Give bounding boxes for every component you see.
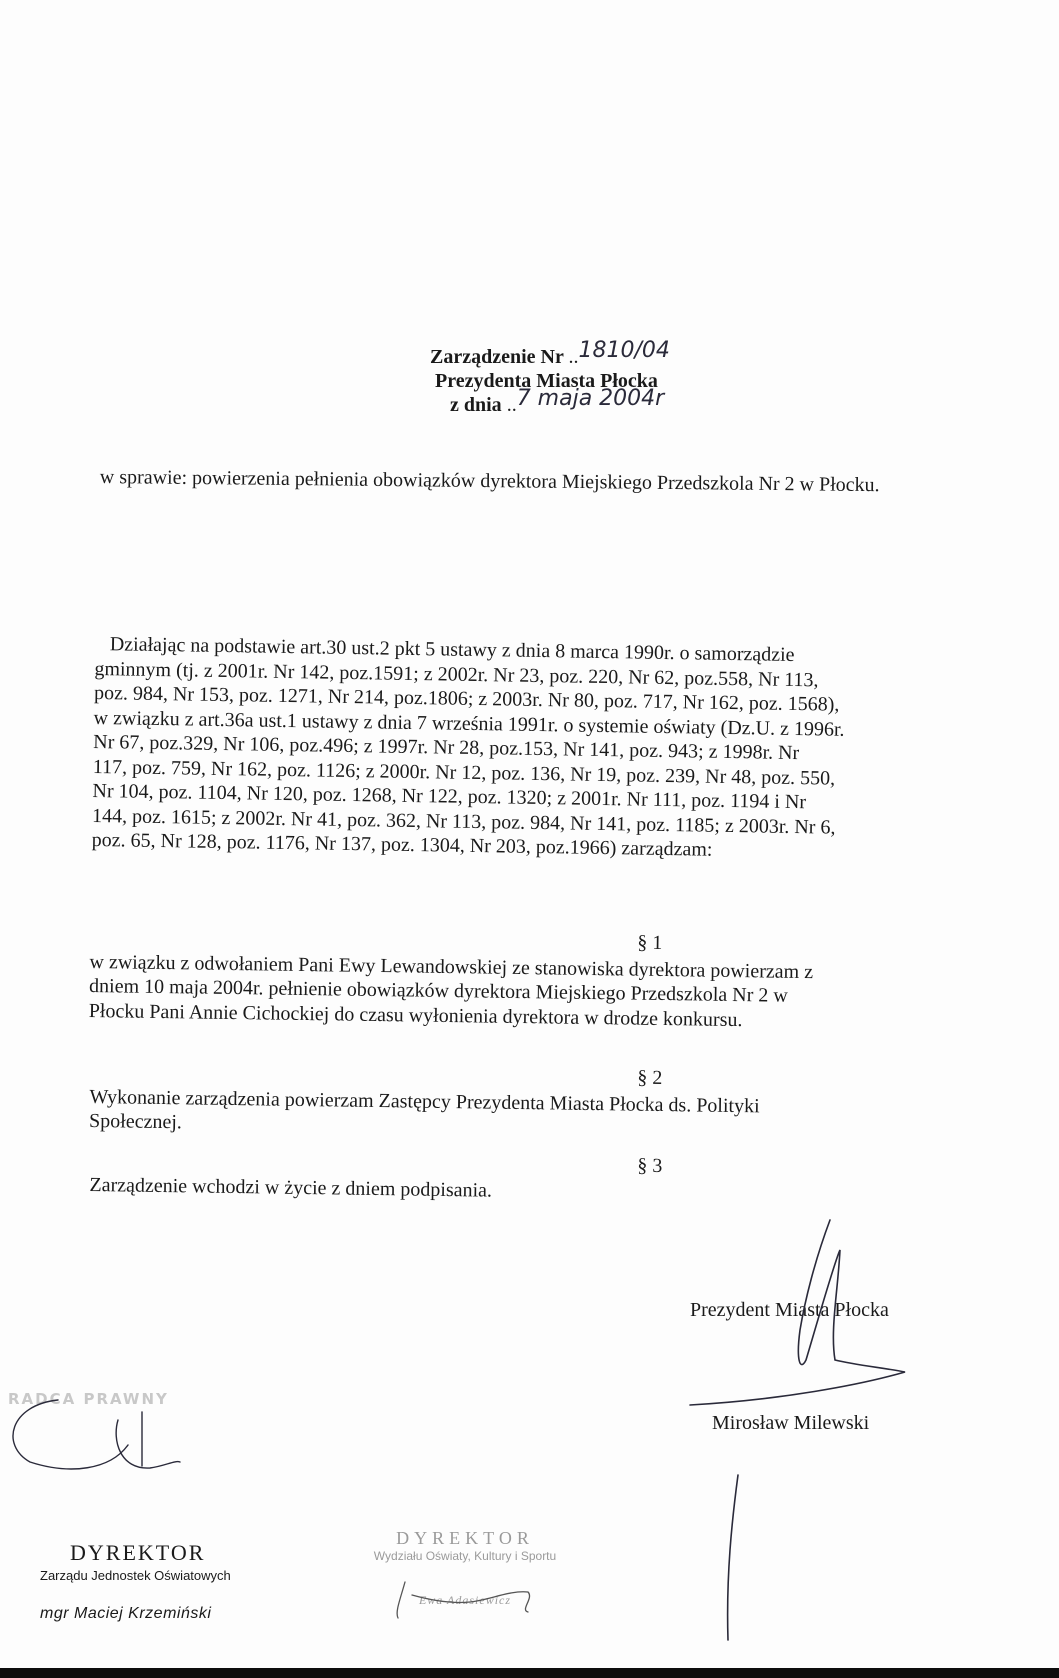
director-stamp-middle <box>320 1528 610 1608</box>
section-mark: § 3 <box>637 1154 663 1177</box>
section-line: dniem 10 maja 2004r. pełnienie obowiązków dyrektora Miejskiego Przedszkola Nr 2 w <box>88 974 788 1007</box>
section-1 <box>89 923 1030 1036</box>
subject-paragraph: w sprawie: powierzenia pełnienia obowiązków dyrektora Miejskiego Przedszkola Nr 2 w Płocku. <box>99 465 880 497</box>
legal-basis-line: gminnym (tj. z 2001r. Nr 142, poz.1591; z 2002r. Nr 23, poz. 220, Nr 62, poz.558, Nr 113, <box>94 657 819 691</box>
issuer-line: Prezydenta Miasta Płocka <box>435 370 658 392</box>
scan-bottom-edge <box>0 1668 1059 1678</box>
stamp-name: Ewa Adasiewicz <box>418 1593 512 1607</box>
date-handwritten: 7 maja 2004r <box>516 386 665 411</box>
order-label: Zarządzenie Nr <box>430 346 564 368</box>
section-line: Wykonanie zarządzenia powierzam Zastępcy Prezydenta Miasta Płocka ds. Polityki <box>89 1085 760 1117</box>
legal-basis-paragraph <box>92 632 1030 867</box>
order-number-line <box>430 338 830 369</box>
date-dots: .. <box>506 394 517 416</box>
date-label: z dnia <box>450 394 502 416</box>
stamp-name: mgr Maciej Krzemiński <box>40 1605 212 1622</box>
legal-basis-line: Nr 104, poz. 1104, Nr 120, poz. 1268, Nr 122, poz. 1320; z 2001r. Nr 111, poz. 1194 i Nr <box>92 779 807 814</box>
stamp-title: DYREKTOR <box>70 1540 206 1565</box>
legal-counsel-stamp: RADCA PRAWNY <box>8 1390 169 1408</box>
section-line: Zarządzenie wchodzi w życie z dniem podpisania. <box>89 1173 493 1202</box>
legal-basis-line: poz. 65, Nr 128, poz. 1176, Nr 137, poz. 1304, Nr 203, poz.1966) zarządzam: <box>91 828 713 861</box>
stamp-org: Zarządu Jednostek Oświatowych <box>40 1568 231 1583</box>
director-stamp-left <box>40 1540 300 1623</box>
left-stamp-signature <box>13 1400 180 1469</box>
section-mark: § 1 <box>637 931 663 954</box>
legal-basis-line: Nr 67, poz.329, Nr 106, poz.496; z 1997r. Nr 28, poz.153, Nr 141, poz. 943; z 1998r. Nr <box>93 730 800 765</box>
order-number-handwritten: 1810/04 <box>578 338 670 363</box>
section-line: Społecznej. <box>88 1109 183 1134</box>
order-dots: .. <box>568 346 579 368</box>
date-line <box>450 386 850 417</box>
section-line: w związku z odwołaniem Pani Ewy Lewandowskiej ze stanowiska dyrektora powierzam z <box>89 950 814 983</box>
stamp-org: Wydziału Oświaty, Kultury i Sportu <box>373 1549 557 1563</box>
section-3 <box>89 1146 1030 1210</box>
legal-basis-line: 144, poz. 1615; z 2002r. Nr 41, poz. 362, Nr 113, poz. 984, Nr 141, poz. 1185; z 2003r. Nr 6, <box>91 804 836 839</box>
legal-basis-line: 117, poz. 759, Nr 162, poz. 1126; z 2000r. Nr 12, poz. 136, Nr 19, poz. 239, Nr 48, poz. 550, <box>92 755 836 790</box>
section-mark: § 2 <box>637 1066 663 1089</box>
section-2 <box>89 1058 1030 1147</box>
signatory-title: Prezydent Miasta Płocka <box>690 1299 889 1321</box>
legal-basis-line: Działając na podstawie art.30 ust.2 pkt 5 ustawy z dnia 8 marca 1990r. o samorządzie <box>109 633 795 666</box>
president-signature-stroke <box>728 1475 738 1640</box>
legal-basis-line: w związku z art.36a ust.1 ustawy z dnia 7 września 1991r. o systemie oświaty (Dz.U. z 1996r. <box>93 706 845 741</box>
section-line: Płocku Pani Annie Cichockiej do czasu wyłonienia dyrektora w drodze konkursu. <box>88 999 743 1031</box>
legal-basis-line: poz. 984, Nr 153, poz. 1271, Nr 214, poz.1806; z 2003r. Nr 80, poz. 717, Nr 162, poz. 1568), <box>93 681 840 716</box>
signatory-name: Mirosław Milewski <box>712 1412 870 1434</box>
order-header <box>360 338 760 417</box>
stamp-title: DYREKTOR <box>396 1528 534 1548</box>
